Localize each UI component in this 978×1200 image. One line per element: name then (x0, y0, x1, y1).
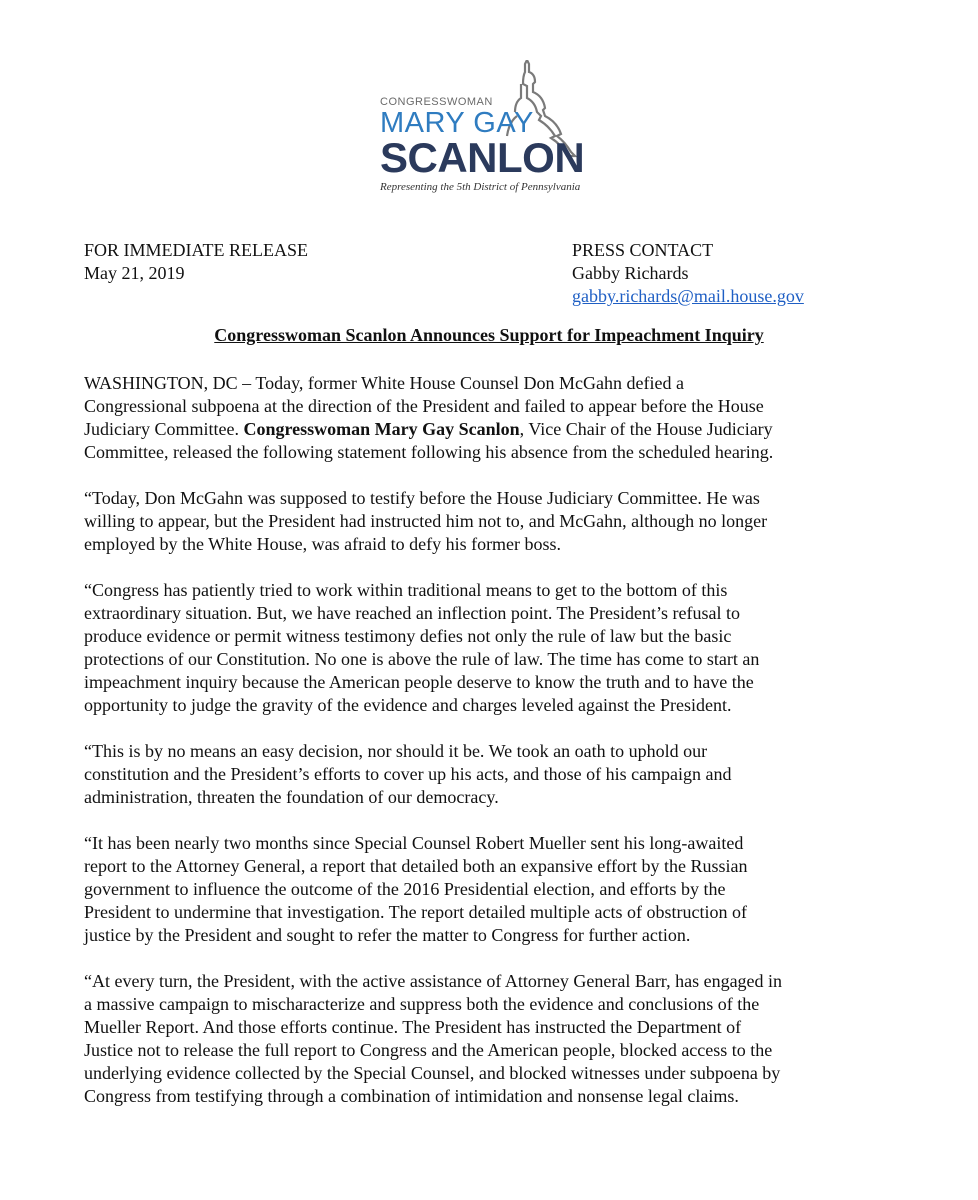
text-line: Justice not to release the full report to Congress and the American people, blocked access to the (84, 1040, 773, 1060)
text-line: protections of our Constitution. No one is above the rule of law. The time has come to start an (84, 649, 760, 669)
text-line: administration, threaten the foundation of our democracy. (84, 787, 499, 807)
text-line: report to the Attorney General, a report that detailed both an expansive effort by the Russian (84, 856, 748, 876)
text-line: employed by the White House, was afraid to defy his former boss. (84, 534, 562, 554)
text-line: a massive campaign to mischaracterize and suppress both the evidence and conclusions of the (84, 994, 760, 1014)
release-body (84, 372, 904, 1131)
headline: Congresswoman Scanlon Announces Support for Impeachment Inquiry (214, 325, 764, 345)
text-line: “It has been nearly two months since Special Counsel Robert Mueller sent his long-awaited (84, 833, 744, 853)
congresswoman-name: Congresswoman Mary Gay Scanlon (243, 419, 520, 439)
text-line: willing to appear, but the President had instructed him not to, and McGahn, although no longer (84, 511, 768, 531)
contact-email-link[interactable]: gabby.richards@mail.house.gov (572, 286, 804, 306)
text-line: extraordinary situation. But, we have reached an inflection point. The President’s refusal to (84, 603, 740, 623)
congresswoman-logo (380, 60, 600, 193)
text-line: underlying evidence collected by the Special Counsel, and blocked witnesses under subpoena by (84, 1063, 781, 1083)
release-date: May 21, 2019 (84, 263, 185, 283)
statement-paragraph-3 (84, 740, 904, 809)
statement-paragraph-4 (84, 832, 904, 947)
statement-paragraph-1 (84, 487, 904, 556)
text-line: justice by the President and sought to refer the matter to Congress for further action. (84, 925, 691, 945)
intro-line: Judiciary Committee. Congresswoman Mary Gay Scanlon, Vice Chair of the House Judiciary (84, 419, 773, 439)
text-line: President to undermine that investigation. The report detailed multiple acts of obstruction of (84, 902, 748, 922)
text-line: opportunity to judge the gravity of the evidence and charges leveled against the President. (84, 695, 732, 715)
logo-title-small: CONGRESSWOMAN (380, 96, 493, 108)
intro-line: Committee, released the following statement following his absence from the scheduled hearing. (84, 442, 774, 462)
release-label: FOR IMMEDIATE RELEASE (84, 240, 308, 260)
intro-line: WASHINGTON, DC – Today, former White House Counsel Don McGahn defied a (84, 373, 684, 393)
contact-label: PRESS CONTACT (572, 240, 714, 260)
logo-tagline: Representing the 5th District of Pennsylvania (380, 181, 581, 193)
intro-paragraph (84, 372, 904, 464)
logo-name-line1: MARY GAY (380, 107, 534, 139)
text-line: “At every turn, the President, with the active assistance of Attorney General Barr, has engaged in (84, 971, 783, 991)
intro-line: Congressional subpoena at the direction of the President and failed to appear before the House (84, 396, 764, 416)
text-line: constitution and the President’s efforts to cover up his acts, and those of his campaign and (84, 764, 732, 784)
logo-name-line2: SCANLON (380, 134, 585, 181)
statement-paragraph-5 (84, 970, 904, 1108)
text-line: “Congress has patiently tried to work within traditional means to get to the bottom of this (84, 580, 728, 600)
text-line: impeachment inquiry because the American people deserve to know the truth and to have the (84, 672, 754, 692)
press-contact (572, 239, 804, 308)
text-line: Mueller Report. And those efforts continue. The President has instructed the Department of (84, 1017, 742, 1037)
contact-name: Gabby Richards (572, 263, 689, 283)
text-line: “Today, Don McGahn was supposed to testify before the House Judiciary Committee. He was (84, 488, 760, 508)
statement-paragraph-2 (84, 579, 904, 717)
text-line: government to influence the outcome of the 2016 Presidential election, and efforts by the (84, 879, 726, 899)
text-line: “This is by no means an easy decision, nor should it be. We took an oath to uphold our (84, 741, 708, 761)
release-info (84, 239, 308, 285)
text-line: Congress from testifying through a combination of intimidation and nonsense legal claims. (84, 1086, 739, 1106)
text-line: produce evidence or permit witness testimony defies not only the rule of law but the basic (84, 626, 732, 646)
